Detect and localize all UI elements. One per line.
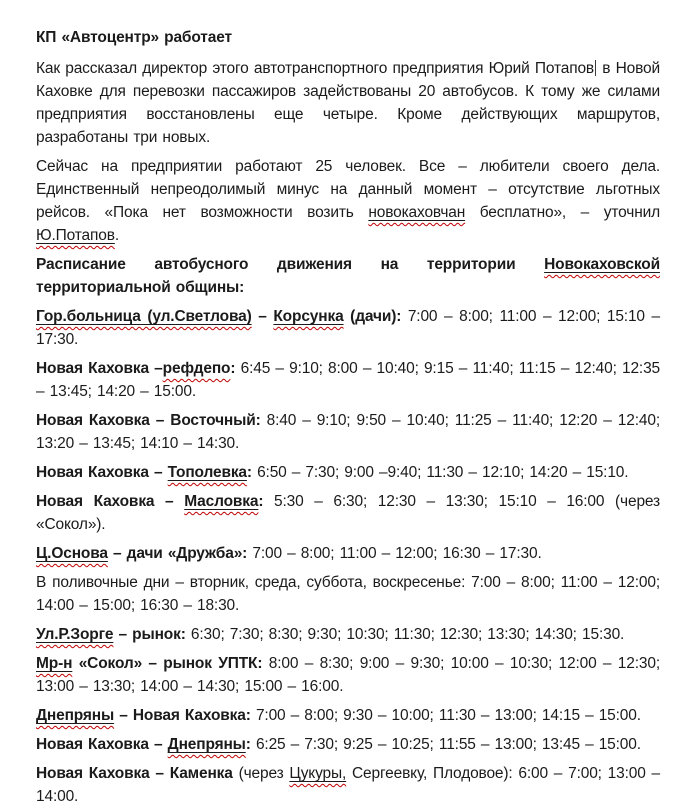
schedule-heading[interactable] [36,253,660,299]
text-run: Днепряны [36,707,115,724]
text-run: новокаховчан [368,204,466,221]
text-run: – [251,308,274,325]
text-run: Днепряны [167,736,246,753]
underlined-text [168,736,246,753]
text-run: 6:45 – 9:10; 8:00 – 10:40; 9:15 – 11:40; 11:15 – 12:40; 12:35 – 13:45; 14:20 – 15:00. [36,360,661,400]
text-run: – дачи «Дружба»: [107,545,248,562]
text-run: . [114,227,120,244]
route-gorbolnitsa-korsunka[interactable] [36,305,660,351]
underlined-text [36,707,114,724]
text-run: в Новой Каховке для перевозки пассажиров задействованы 20 автобусов. К тому же силами предприятия восстановлены еще четыре. Кроме действующих маршрутов, разработаны три новых. [36,60,660,146]
text-run: Ул.Р.Зорге [36,626,114,643]
underlined-text [36,308,252,325]
watering-days-note[interactable] [36,571,660,617]
text-run: Сейчас на предприятии работают 25 человек. Все – любители своего дела. Единственный непреодолимый минус на данный момент – отсутствие льготных рейсов. «Пока нет возможности возить [36,158,660,221]
route-tsosnova-druzhba[interactable] [36,542,660,565]
text-run: 7:00 – 8:00; 11:00 – 12:00; 15:10 –17:30. [36,308,660,348]
text-run: КП «Автоцентр» работает [36,29,232,46]
text-run: Сергеевку, Плодовое): 6:00 – 7:00; 13:00 – 14:00. [36,765,661,805]
route-novaya-kakhovka-vostochny[interactable] [36,409,660,455]
text-run: 7:00 – 8:00; 11:00 – 12:00; 16:30 – 17:30. [247,545,542,562]
underlined-text [544,256,660,273]
text-cursor [595,60,596,76]
route-novaya-kakhovka-topolevka[interactable] [36,461,660,484]
text-run: 6:50 – 7:30; 9:00 –9:40; 11:30 – 12:10; 14:20 – 15:10. [251,464,629,481]
text-run: : [245,736,251,753]
text-run: – Новая Каховка: [114,707,251,724]
text-run: Новая Каховка – Восточный: [36,412,261,429]
text-run: Гор.больница (ул.Светлова) [36,308,252,325]
text-run: : [258,493,264,510]
text-run: Расписание автобусного движения на территории [36,256,545,273]
text-run: Корсунка [273,308,344,325]
text-run: Новая Каховка – [36,464,168,481]
route-novaya-kakhovka-kamenka[interactable] [36,762,660,808]
underlined-text [36,655,72,672]
route-zorge-rynok[interactable] [36,623,660,646]
text-run: Мр-н [36,655,73,672]
text-run: – рынок: [113,626,186,643]
text-run: территориальной общины: [36,279,245,296]
text-run: Новая Каховка – Каменка [36,765,233,782]
underlined-text [36,545,108,562]
text-run: Новокаховской [544,256,660,273]
route-novaya-kakhovka-maslovka[interactable] [36,490,660,536]
text-run: Цукуры, [289,765,347,782]
text-run: «Сокол» – рынок УПТК: [72,655,263,672]
intro-paragraph[interactable] [36,57,660,149]
route-sokol-rynok-uptk[interactable] [36,652,660,698]
underlined-text [289,765,346,782]
text-run: : [246,464,252,481]
route-novaya-kakhovka-refdepo[interactable] [36,357,660,403]
text-run: 7:00 – 8:00; 9:30 – 10:00; 11:30 – 13:00; 14:15 – 15:00. [250,707,641,724]
title[interactable] [36,26,660,49]
underlined-text [273,308,343,325]
text-run: 8:40 – 9:10; 9:50 – 10:40; 11:25 – 11:40; 12:20 – 12:40; 13:20 – 13:45; 14:10 – 14:30. [36,412,660,452]
text-run: рефдепо [162,360,231,377]
text-run: 8:00 – 8:30; 9:00 – 9:30; 10:00 – 10:30; 12:00 – 12:30; 13:00 – 13:30; 14:00 – 14:30; 15:00 – 16:00. [36,655,660,695]
underlined-text [168,464,247,481]
text-run: 6:25 – 7:30; 9:25 – 10:25; 11:55 – 13:00; 13:45 – 15:00. [250,736,641,753]
text-run: Тополевка [167,464,247,481]
underlined-text [368,204,465,221]
staff-paragraph[interactable] [36,155,660,247]
text-run: Новая Каховка – [36,360,163,377]
text-run: Как рассказал директор этого автотранспортного предприятия Юрий Потапов [36,60,594,77]
text-run: : [230,360,236,377]
text-run: 6:30; 7:30; 8:30; 9:30; 10:30; 11:30; 12:30; 13:30; 14:30; 15:30. [185,626,625,643]
text-run: В поливочные дни – вторник, среда, суббота, воскресенье: 7:00 – 8:00; 11:00 – 12:00; 14:00 – 15:00; 16:30 – 18:30. [36,574,660,614]
route-novaya-kakhovka-dnepryany[interactable] [36,733,660,756]
text-run: 5:30 – 6:30; 12:30 – 13:30; 15:10 – 16:00 (через «Сокол»). [36,493,661,533]
text-run: бесплатно», – уточнил [465,204,661,221]
text-run: Ю.Потапов [36,227,115,244]
text-run: Ц.Основа [36,545,108,562]
underlined-text [36,626,113,643]
underlined-text [36,227,115,244]
text-run: Масловка [184,493,259,510]
text-run: (через [232,765,290,782]
text-run: Новая Каховка – [36,493,185,510]
text-run: Новая Каховка – [36,736,168,753]
underlined-text [184,493,258,510]
text-run: (дачи): [343,308,402,325]
route-dnepryany-novaya-kakhovka[interactable] [36,704,660,727]
